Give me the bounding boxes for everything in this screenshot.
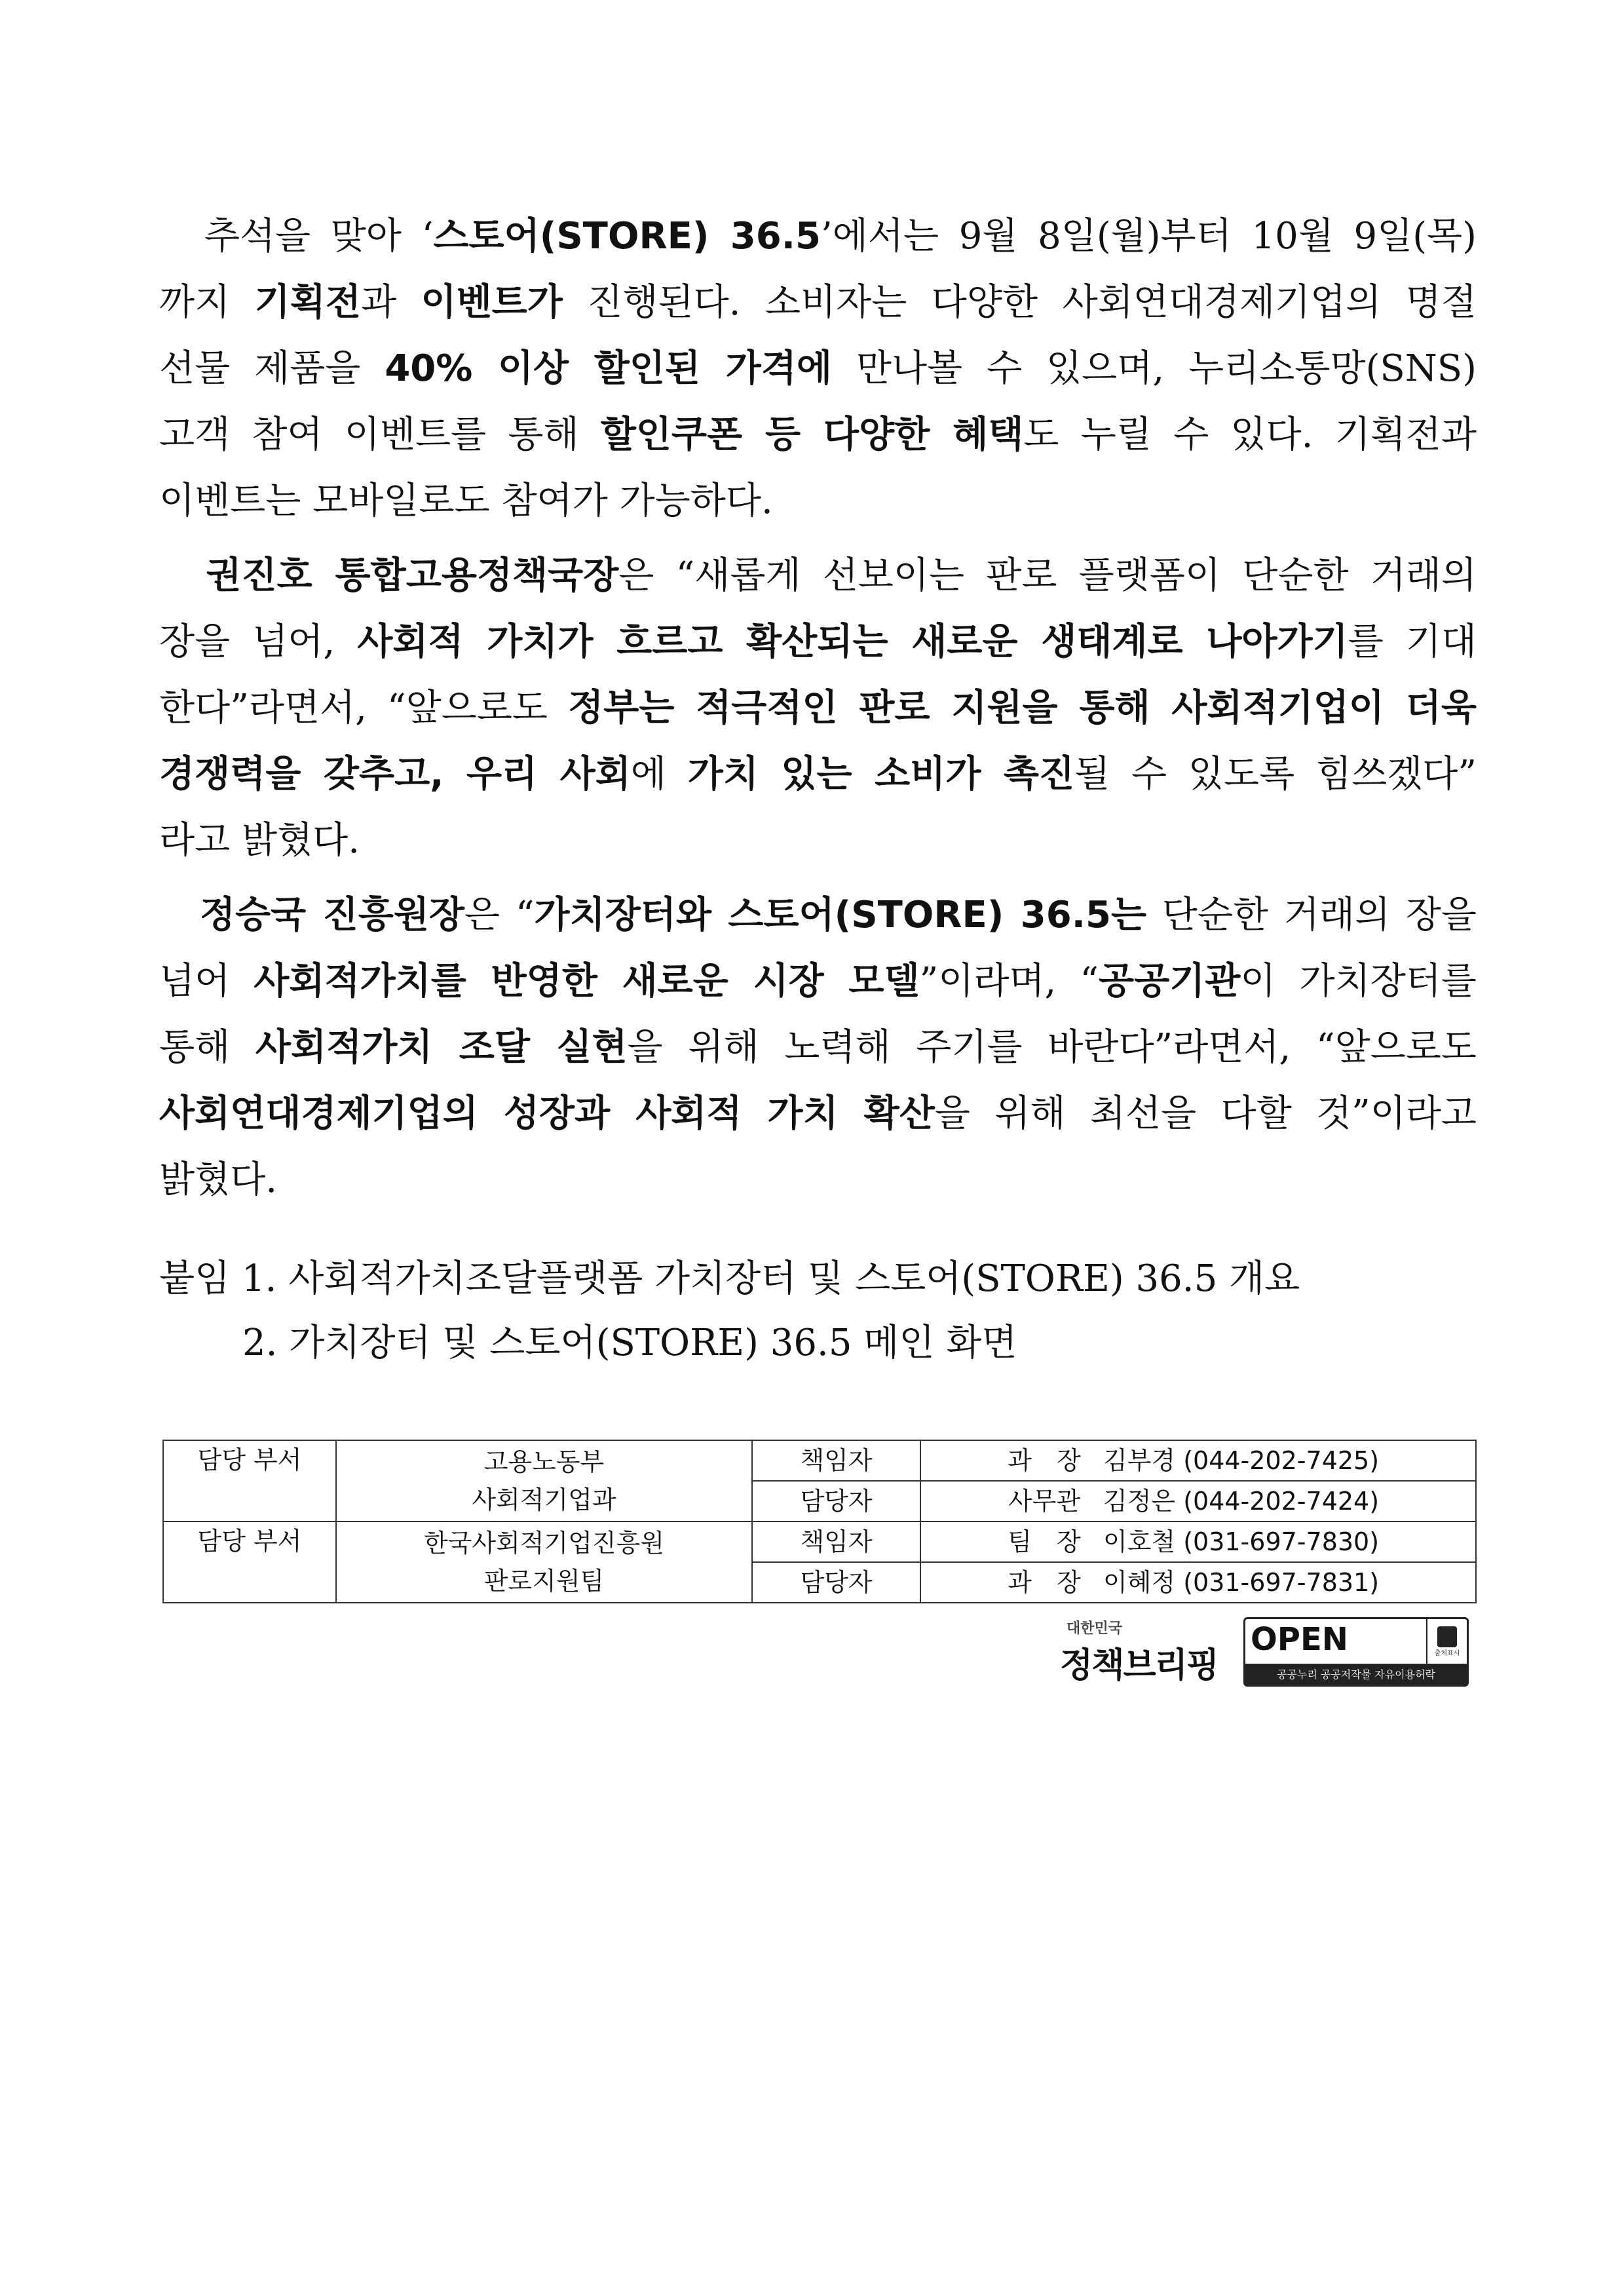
dept-label: 담당 부서: [163, 1440, 336, 1521]
paragraph-store-event: [159, 203, 1477, 534]
text: 은 “새롭게 선보이는 판로 플랫폼이 단순한 거래의: [618, 554, 1477, 597]
text-line: [159, 882, 1477, 948]
contact-type: 담당자: [752, 1481, 920, 1521]
text-line: [159, 402, 1477, 468]
text: 밝혔다.: [159, 1158, 278, 1201]
attachment-item-2: 2. 가치장터 및 스토어(STORE) 36.5 메인 화면: [242, 1322, 1017, 1364]
text-line: [159, 543, 1477, 609]
policy-briefing-logo: 대한민국 정책브리핑: [1060, 1620, 1218, 1685]
bold-text: 권진호 통합고용정책국장: [206, 554, 619, 597]
bold-text: 스토어(STORE) 36.5: [433, 215, 821, 258]
bold-text: 정승국 진흥원장: [199, 894, 465, 936]
text-line: [159, 203, 1477, 269]
paragraph-quote-director-general: [159, 543, 1477, 873]
attribution-badge: 출처표시: [1427, 1619, 1467, 1664]
text-line: [159, 1014, 1477, 1081]
bold-text: 가치장터와 스토어(STORE) 36.5는: [534, 894, 1147, 936]
text-line: [159, 269, 1477, 335]
bold-text: 사회연대경제기업의 성장과 사회적 가치 확산: [159, 1092, 935, 1135]
text: 단순한 거래의 장을: [1146, 894, 1477, 936]
text: ”이라며, “: [919, 960, 1099, 1003]
text: 선물 제품을: [159, 347, 385, 390]
text: [159, 894, 200, 936]
bold-text: 할인쿠폰 등 다양한 혜택: [600, 413, 1024, 456]
open-license-caption: 공공누리 공공저작물 자유이용허락: [1245, 1665, 1467, 1685]
text-line: [159, 1147, 1477, 1213]
bold-text: 정부는 적극적인 판로 지원을 통해 사회적기업이 더욱: [568, 687, 1477, 729]
text: ’에서는 9월 8일(월)부터 10월 9일(목): [820, 215, 1477, 258]
text: 에: [630, 753, 688, 795]
text: 될 수 있도록 힘쓰겠다”: [1074, 753, 1477, 795]
text: 고객 참여 이벤트를 통해: [159, 413, 601, 456]
text: 진행된다. 소비자는 다양한 사회연대경제기업의 명절: [562, 281, 1477, 324]
contact-person: 사무관 김정은 (044-202-7424): [920, 1481, 1476, 1521]
contact-person: 팀 장 이호철 (031-697-7830): [920, 1521, 1476, 1562]
bold-text: 경쟁력을 갖추고, 우리 사회: [159, 753, 631, 795]
text: 과: [360, 281, 421, 324]
contact-type: 책임자: [752, 1440, 920, 1481]
text-line: [159, 1081, 1477, 1147]
text: 를 기대: [1348, 621, 1477, 663]
text-line: [159, 335, 1477, 402]
bold-text: 공공기관: [1099, 960, 1241, 1003]
bold-text: 이벤트가: [421, 281, 563, 324]
text-line: [159, 807, 1477, 873]
text: 만나볼 수 있으며, 누리소통망(SNS): [831, 347, 1477, 390]
text-line: [159, 948, 1477, 1014]
text: 통해: [159, 1026, 255, 1069]
text: 도 누릴 수 있다. 기획전과: [1023, 413, 1477, 456]
dept-label: 담당 부서: [163, 1521, 336, 1603]
text: 을 위해 최선을 다할 것”이라고: [934, 1092, 1477, 1135]
text: 라고 밝혔다.: [159, 819, 360, 862]
kogl-open-license-logo: [1243, 1617, 1469, 1687]
contact-type: 책임자: [752, 1521, 920, 1562]
footer-logos: [1060, 1617, 1469, 1687]
bold-text: 기획전: [254, 281, 361, 324]
contact-person: 과 장 이혜정 (031-697-7831): [920, 1562, 1476, 1603]
bold-text: 40% 이상 할인된 가격에: [385, 347, 832, 390]
contact-table: [162, 1440, 1477, 1603]
text: 까지: [159, 281, 255, 324]
text-line: [159, 609, 1477, 675]
bold-text: 사회적가치를 반영한 새로운 시장 모델: [254, 960, 920, 1003]
text: 장을 넘어,: [159, 621, 358, 663]
person-icon: [1437, 1626, 1457, 1647]
text-line: [159, 675, 1477, 741]
text: 한다”라면서, “앞으로도: [159, 687, 569, 729]
text: 이 가치장터를: [1240, 960, 1477, 1003]
paragraph-quote-agency-head: [159, 882, 1477, 1213]
attachment-item-1: 붙임 1. 사회적가치조달플랫폼 가치장터 및 스토어(STORE) 36.5 개요: [159, 1257, 1300, 1300]
dept-name: 한국사회적기업진흥원 판로지원팀: [336, 1521, 752, 1603]
contact-type: 담당자: [752, 1562, 920, 1603]
bold-text: 사회적 가치가 흐르고 확산되는 새로운 생태계로 나아가기: [357, 621, 1348, 663]
open-word: OPEN: [1245, 1619, 1427, 1664]
text: 추석을 맞아 ‘: [159, 215, 434, 258]
bold-text: 사회적가치 조달 실현: [255, 1026, 628, 1069]
text: [159, 554, 206, 597]
text-line: [159, 468, 1477, 534]
text: 은 “: [464, 894, 535, 936]
text: 을 위해 노력해 주기를 바란다”라면서, “앞으로도: [627, 1026, 1477, 1069]
text: 이벤트는 모바일로도 참여가 가능하다.: [159, 480, 773, 522]
dept-name: 고용노동부 사회적기업과: [336, 1440, 752, 1521]
bold-text: 가치 있는 소비가 촉진: [687, 753, 1075, 795]
text: 넘어: [159, 960, 254, 1003]
contact-person: 과 장 김부경 (044-202-7425): [920, 1440, 1476, 1481]
text-line: [159, 741, 1477, 807]
